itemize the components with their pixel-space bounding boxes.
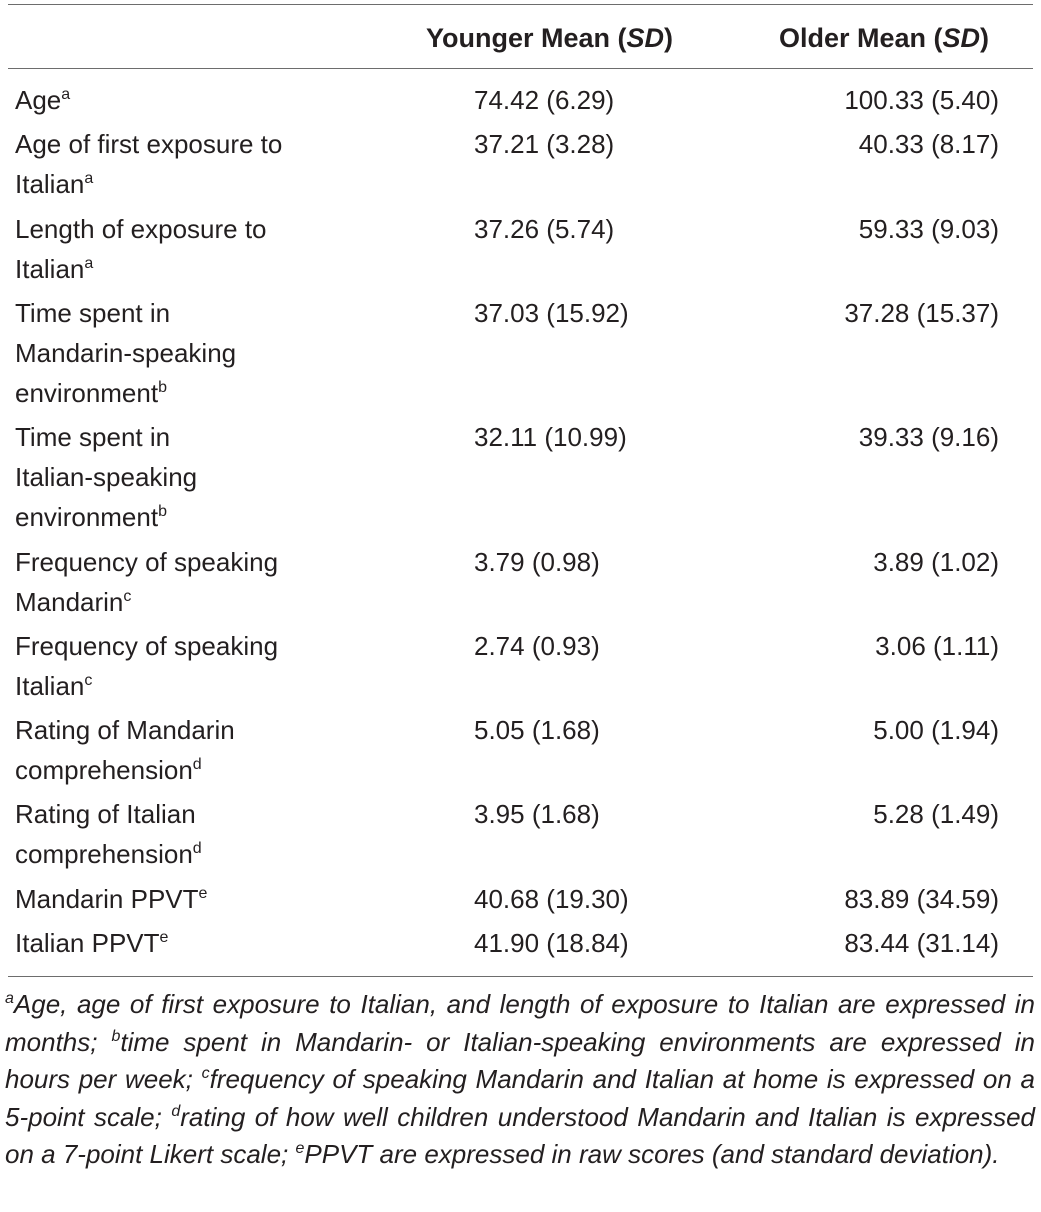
footnote-marker: b: [158, 503, 167, 521]
younger-value: 3.79 (0.98): [474, 546, 600, 577]
footnote-marker: d: [192, 840, 202, 858]
row-label-line: [15, 834, 315, 874]
older-value: 3.06 (1.11): [875, 630, 999, 661]
header-older: Older Mean (SD): [779, 23, 990, 53]
younger-value: 37.26 (5.74): [474, 213, 615, 244]
row-label-text: Mandarin PPVT: [15, 883, 199, 914]
footnote-marker: a: [84, 254, 94, 272]
row-label-text: Italian: [15, 253, 85, 284]
row-label-text: Italian PPVT: [15, 928, 160, 958]
younger-value: 2.74 (0.93): [474, 630, 600, 661]
row-label: [15, 794, 315, 874]
row-label-line: [15, 249, 315, 289]
row-label-text: comprehension: [15, 839, 193, 870]
row-label-text: environment: [15, 377, 159, 408]
younger-value: 5.05 (1.68): [474, 715, 600, 746]
footnote-marker: a: [84, 170, 94, 188]
row-label-text: environment: [15, 502, 159, 533]
header-rule: [8, 68, 1033, 69]
older-value: 3.89 (1.02): [873, 546, 999, 577]
row-label: [15, 293, 315, 413]
row-label: [15, 80, 315, 120]
row-label-line: Rating of Italian: [15, 799, 196, 830]
row-label: [15, 542, 315, 622]
row-label: [15, 417, 315, 537]
older-value: 39.33 (9.16): [858, 422, 999, 453]
table-footnote: $^a$Age, age of first exposure to Italian, and length of exposure to Italian are expressed in months; $^b$time spent in Mandarin- or Italian-speaking environments are expressed in hours per week; $^c$frequency of speaking Mandarin and Italian at home is expressed on a 5-point scale; $^d$rating of how well children understood Mandarin and Italian is expressed on a 7-point Likert scale; $^e$PPVT are expressed in raw scores (and standard deviation).: [5, 989, 1035, 1169]
younger-value: 37.21 (3.28): [474, 129, 615, 160]
footnote-marker: e: [159, 929, 169, 946]
older-value: 83.89 (34.59): [844, 883, 999, 914]
row-label-line: Time spent in: [15, 297, 171, 328]
row-label: [15, 710, 315, 790]
footnote-marker: b: [158, 378, 167, 396]
row-label-line: [15, 666, 315, 706]
older-value: 83.44 (31.14): [844, 928, 999, 958]
younger-value: 3.95 (1.68): [474, 799, 600, 830]
row-label-line: Mandarin-speaking: [15, 337, 237, 368]
row-label-text: Age: [15, 85, 62, 115]
row-label: [15, 626, 315, 706]
row-label-line: [15, 497, 315, 537]
top-rule: [8, 4, 1033, 5]
row-label-line: [15, 879, 315, 919]
row-label-line: [15, 373, 315, 413]
row-label-text: comprehension: [15, 755, 193, 786]
row-label-line: Frequency of speaking: [15, 630, 279, 661]
row-label-line: Frequency of speaking: [15, 546, 279, 577]
row-label-text: Italian: [15, 670, 85, 701]
row-label: [15, 209, 315, 289]
footnote-marker: c: [84, 671, 93, 689]
row-label-line: Italian-speaking: [15, 462, 198, 493]
row-label-text: Italian: [15, 169, 85, 200]
row-label-line: Rating of Mandarin: [15, 715, 235, 746]
younger-value: 41.90 (18.84): [474, 928, 629, 958]
row-label-text: Mandarin: [15, 586, 124, 617]
older-value: 100.33 (5.40): [844, 85, 999, 115]
row-label-line: [15, 923, 315, 963]
row-label-line: [15, 750, 315, 790]
header-younger: Younger Mean (SD): [426, 23, 674, 53]
older-value: 40.33 (8.17): [858, 129, 999, 160]
older-value: 5.28 (1.49): [873, 799, 999, 830]
row-label-line: Time spent in: [15, 422, 171, 453]
older-value: 5.00 (1.94): [873, 715, 999, 746]
footnote-marker: e: [198, 884, 208, 902]
older-value: 59.33 (9.03): [858, 213, 999, 244]
row-label-line: [15, 582, 315, 622]
row-label-line: Age of first exposure to: [15, 129, 283, 160]
younger-value: 32.11 (10.99): [474, 422, 627, 453]
footnote-marker: c: [123, 587, 132, 605]
footnote-marker: d: [192, 756, 202, 774]
older-value: 37.28 (15.37): [844, 297, 999, 328]
row-label-line: [15, 164, 315, 204]
footnote-marker: a: [61, 86, 71, 103]
row-label: [15, 923, 315, 963]
row-label: [15, 124, 315, 204]
bottom-rule: [8, 976, 1033, 977]
younger-value: 37.03 (15.92): [474, 297, 629, 328]
row-label-line: [15, 80, 315, 120]
younger-value: 40.68 (19.30): [474, 883, 629, 914]
row-label: [15, 879, 315, 919]
row-label-line: Length of exposure to: [15, 213, 267, 244]
younger-value: 74.42 (6.29): [474, 85, 615, 115]
